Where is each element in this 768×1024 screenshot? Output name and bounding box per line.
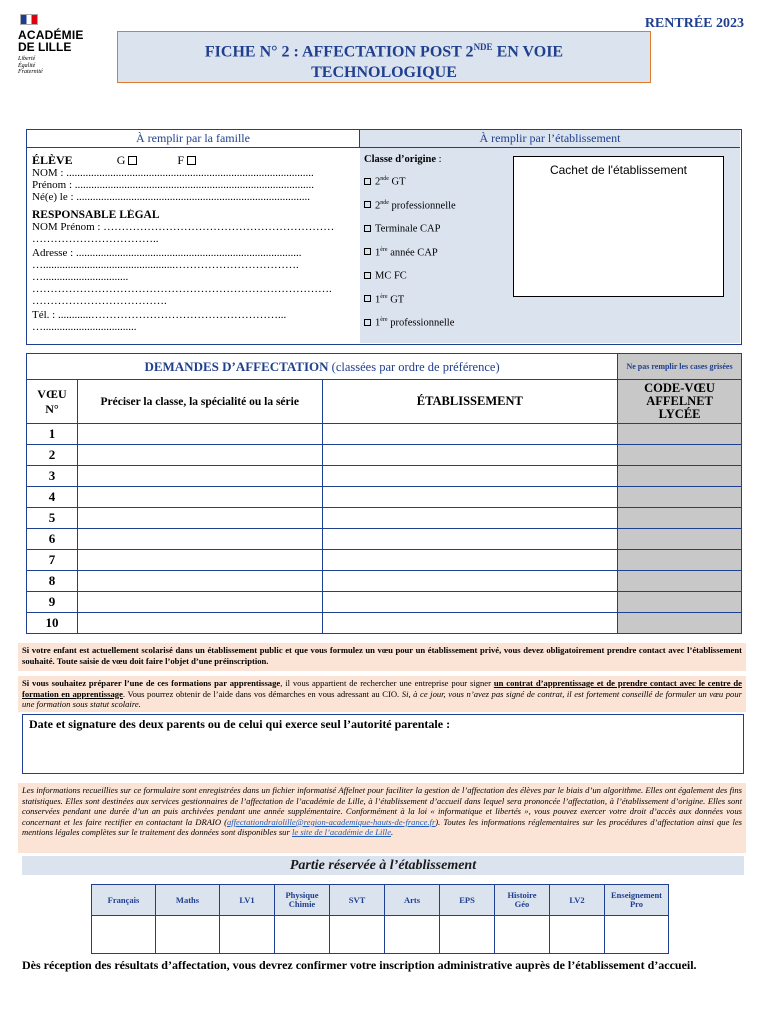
subject-label: Géo bbox=[514, 899, 530, 909]
classe-colon: : bbox=[436, 154, 442, 165]
origin-text: GT bbox=[388, 176, 406, 188]
grade-cell[interactable] bbox=[440, 916, 495, 954]
subject-header bbox=[440, 885, 495, 916]
voeu-number: 7 bbox=[27, 550, 78, 571]
origin-sup: ère bbox=[380, 317, 388, 323]
col-code-1: CODE-VŒU bbox=[644, 381, 715, 395]
origin-text: 2 bbox=[375, 176, 381, 188]
prive-note: Si votre enfant est actuellement scolarisé dans un établissement public et que vous formulez un vœu pour un établissement privé, vous devez obligatoirement prendre contact avec l’établissement souhaité. Toute saisie de vœu doit faire l’objet d’une préinscription. bbox=[18, 643, 746, 671]
voeu-etab-cell[interactable] bbox=[322, 508, 618, 529]
demandes-table bbox=[26, 353, 742, 634]
family-fields bbox=[32, 154, 357, 333]
grade-cell[interactable] bbox=[550, 916, 605, 954]
signature-label: Date et signature des deux parents ou de celui qui exerce seul l’autorité parentale : bbox=[29, 717, 451, 731]
grade-cell[interactable] bbox=[220, 916, 275, 954]
col-voeu-1: VŒU bbox=[37, 386, 67, 401]
origin-sup: ère bbox=[380, 293, 388, 300]
voeu-classe-cell[interactable] bbox=[77, 550, 322, 571]
col-code-3: LYCÉE bbox=[658, 407, 701, 421]
address-line-4: ………………………………………………………………………. bbox=[32, 283, 332, 295]
eleve-label: ÉLÈVE bbox=[32, 154, 73, 167]
address-line-5: ………………………………. bbox=[32, 295, 167, 307]
address-line-3: …............................... bbox=[32, 271, 129, 283]
grade-cell[interactable] bbox=[495, 916, 550, 954]
logo-line-2: DE LILLE bbox=[18, 40, 72, 54]
voeu-number: 10 bbox=[27, 613, 78, 634]
subject-label: Histoire bbox=[507, 890, 537, 900]
grade-cell[interactable] bbox=[275, 916, 330, 954]
classe-label: Classe d’origine bbox=[364, 154, 437, 165]
signature-box[interactable] bbox=[22, 714, 744, 774]
phone-cont: ….................................. bbox=[32, 321, 137, 333]
gender-g-checkbox[interactable] bbox=[128, 156, 137, 165]
voeu-row bbox=[27, 445, 742, 466]
origin-text: MC FC bbox=[375, 270, 407, 282]
rentree-label: RENTRÉE 2023 bbox=[644, 16, 744, 31]
responsable-name-field[interactable]: NOM Prénom : ……………………………………………………… bbox=[32, 221, 335, 233]
address-line-2: …................................................……………………………. bbox=[32, 259, 299, 271]
legal-text-2: ). Toutes les informations réglementaires sur les procédures d’affectation ainsi que les mentions légales complètes sur le traitement des données sont disponibles sur bbox=[22, 816, 742, 837]
voeu-row bbox=[27, 550, 742, 571]
grade-cell[interactable] bbox=[385, 916, 440, 954]
identity-section bbox=[26, 129, 742, 345]
col-voeu-2: N° bbox=[45, 401, 59, 416]
title-part-2: EN VOIE bbox=[492, 43, 564, 61]
subject-header bbox=[220, 885, 275, 916]
apprentissage-note bbox=[18, 676, 746, 712]
voeu-etab-cell[interactable] bbox=[322, 550, 618, 571]
demandes-title bbox=[27, 354, 618, 380]
motto-liberte: Liberté bbox=[18, 56, 36, 62]
voeu-number: 8 bbox=[27, 571, 78, 592]
origin-option[interactable] bbox=[364, 244, 456, 260]
origin-option[interactable] bbox=[364, 291, 456, 307]
origin-sup: nde bbox=[380, 199, 389, 206]
address-field[interactable]: Adresse : .................................................................................. bbox=[32, 247, 302, 259]
origin-text: année CAP bbox=[387, 247, 438, 258]
origin-text: professionnelle bbox=[388, 200, 456, 211]
phone-field[interactable]: Tél. : ............……………………………………………... bbox=[32, 309, 287, 321]
voeu-code-cell bbox=[618, 424, 742, 445]
etablissement-column bbox=[360, 130, 740, 343]
subject-label: LV2 bbox=[569, 894, 585, 905]
app-text-2: , il vous appartient de rechercher une entreprise pour signer bbox=[280, 678, 494, 688]
origin-option[interactable] bbox=[364, 197, 456, 213]
family-heading: À remplir par la famille bbox=[27, 130, 360, 148]
voeu-etab-cell[interactable] bbox=[322, 466, 618, 487]
origin-option[interactable] bbox=[364, 220, 456, 236]
origin-option[interactable] bbox=[364, 173, 456, 189]
voeu-number: 4 bbox=[27, 487, 78, 508]
prenom-field[interactable]: Prénom : ....................................................................................... bbox=[32, 179, 315, 191]
classe-origine-list bbox=[364, 154, 456, 330]
origin-checkbox[interactable] bbox=[364, 272, 371, 279]
subject-header bbox=[605, 885, 669, 916]
col-code-2: AFFELNET bbox=[646, 394, 713, 408]
subject-header bbox=[495, 885, 550, 916]
col-classe: Préciser la classe, la spécialité ou la série bbox=[77, 380, 322, 424]
voeu-number: 6 bbox=[27, 529, 78, 550]
voeu-classe-cell[interactable] bbox=[77, 613, 322, 634]
origin-text: 2 bbox=[375, 200, 381, 211]
origin-sup: nde bbox=[380, 176, 389, 182]
subject-header bbox=[92, 885, 156, 916]
origin-checkbox[interactable] bbox=[364, 319, 371, 326]
origin-checkbox[interactable] bbox=[364, 295, 371, 302]
demandes-title-bold: DEMANDES D’AFFECTATION bbox=[144, 358, 329, 374]
voeu-row bbox=[27, 424, 742, 445]
voeu-number: 1 bbox=[27, 424, 78, 445]
voeu-etab-cell[interactable] bbox=[322, 424, 618, 445]
subject-header bbox=[275, 885, 330, 916]
voeu-row bbox=[27, 613, 742, 634]
app-text-3: un contrat d’apprentissage et de prendre contact avec le centre de formation en apprentissage bbox=[22, 678, 743, 699]
origin-text: professionnelle bbox=[387, 317, 455, 329]
voeu-etab-cell[interactable] bbox=[322, 592, 618, 613]
origin-text: 1 bbox=[375, 294, 381, 305]
voeu-row bbox=[27, 466, 742, 487]
gender-g-label: G bbox=[116, 154, 126, 167]
col-etablissement: ÉTABLISSEMENT bbox=[322, 380, 618, 424]
origin-text: GT bbox=[387, 294, 405, 305]
voeu-etab-cell[interactable] bbox=[322, 487, 618, 508]
etablissement-heading: À remplir par l’établissement bbox=[360, 130, 740, 148]
voeu-code-cell bbox=[618, 550, 742, 571]
origin-checkbox[interactable] bbox=[364, 178, 371, 185]
subject-label: Arts bbox=[403, 894, 421, 905]
page-title bbox=[117, 31, 651, 83]
voeu-row bbox=[27, 592, 742, 613]
grade-cell[interactable] bbox=[330, 916, 385, 954]
responsable-label: RESPONSABLE LÉGAL bbox=[32, 209, 160, 221]
voeu-code-cell bbox=[618, 571, 742, 592]
grade-cell[interactable] bbox=[605, 916, 669, 954]
legal-text-3: . bbox=[391, 827, 394, 837]
voeu-etab-cell[interactable] bbox=[322, 529, 618, 550]
french-flag-icon bbox=[20, 14, 38, 25]
origin-text: 1 bbox=[375, 247, 381, 258]
voeu-number: 3 bbox=[27, 466, 78, 487]
birthdate-field[interactable]: Né(e) le : ..................................................................................... bbox=[32, 191, 311, 203]
nom-field[interactable]: NOM : .......................................................................................... bbox=[32, 167, 314, 179]
origin-text: 1 bbox=[375, 317, 381, 329]
draio-email-link[interactable]: affectationdraiolille@region-academique-hauts-de-france.fr bbox=[226, 816, 436, 827]
voeu-code-cell bbox=[618, 445, 742, 466]
logo-motto bbox=[18, 56, 98, 76]
voeu-row bbox=[27, 487, 742, 508]
motto-egalite: Égalité bbox=[18, 62, 36, 69]
subject-label: Pro bbox=[629, 899, 644, 909]
voeu-classe-cell[interactable] bbox=[77, 571, 322, 592]
subject-header bbox=[385, 885, 440, 916]
subject-header bbox=[550, 885, 605, 916]
subject-label: Français bbox=[107, 894, 140, 905]
subject-header bbox=[330, 885, 385, 916]
subjects-header-row bbox=[92, 885, 669, 916]
demandes-title-light: (classées par ordre de préférence) bbox=[328, 359, 500, 374]
voeu-number: 5 bbox=[27, 508, 78, 529]
confirmation-text: Dès réception des résultats d’affectation, vous devrez confirmer votre inscription administrative auprès de l’établissement d’accueil. bbox=[22, 958, 697, 972]
origin-option[interactable] bbox=[364, 314, 456, 330]
title-sup: NDE bbox=[473, 42, 493, 52]
voeu-number: 2 bbox=[27, 445, 78, 466]
voeu-classe-cell[interactable] bbox=[77, 529, 322, 550]
gender-f-checkbox[interactable] bbox=[187, 156, 196, 165]
subject-label: LV1 bbox=[239, 894, 255, 905]
subject-label: Chimie bbox=[288, 899, 316, 909]
origin-checkbox[interactable] bbox=[364, 248, 371, 255]
voeu-code-cell bbox=[618, 613, 742, 634]
classe-origine-label bbox=[364, 154, 456, 166]
origin-checkbox[interactable] bbox=[364, 201, 371, 208]
subject-label: EPS bbox=[459, 894, 475, 905]
voeu-classe-cell[interactable] bbox=[77, 445, 322, 466]
col-code-voeu bbox=[618, 380, 742, 424]
academie-logo bbox=[18, 14, 98, 84]
app-text-1: Si vous souhaitez préparer l’une de ces formations par apprentissage bbox=[22, 678, 281, 688]
grade-cell[interactable] bbox=[156, 916, 220, 954]
cachet-box[interactable]: Cachet de l'établissement bbox=[513, 156, 724, 297]
title-line-2: TECHNOLOGIQUE bbox=[311, 64, 457, 82]
voeu-code-cell bbox=[618, 487, 742, 508]
voeu-row bbox=[27, 508, 742, 529]
demandes-header-row bbox=[27, 380, 742, 424]
grade-cell[interactable] bbox=[92, 916, 156, 954]
voeu-classe-cell[interactable] bbox=[77, 487, 322, 508]
voeu-number: 9 bbox=[27, 592, 78, 613]
subject-header bbox=[156, 885, 220, 916]
origin-text: Terminale CAP bbox=[375, 223, 441, 235]
gender-f-label: F bbox=[177, 154, 185, 167]
voeu-classe-cell[interactable] bbox=[77, 424, 322, 445]
subject-label: Maths bbox=[175, 894, 200, 905]
subject-label: Physique bbox=[285, 890, 319, 900]
app-text-5: Si, à ce jour, vous n’avez pas signé de contrat, il est fortement conseillé de formuler un vœu pour une formation sous statut scolaire. bbox=[22, 688, 742, 709]
voeu-code-cell bbox=[618, 466, 742, 487]
origin-sup: ère bbox=[380, 246, 388, 253]
title-part-1: FICHE N° 2 : AFFECTATION POST 2 bbox=[204, 43, 474, 61]
logo-line-1: ACADÉMIE bbox=[18, 28, 84, 42]
subject-label: Enseignement bbox=[611, 890, 662, 900]
partie-reservee-heading: Partie réservée à l’établissement bbox=[22, 856, 744, 875]
subjects-table bbox=[91, 884, 669, 954]
col-voeu bbox=[27, 380, 78, 424]
subjects-grade-row bbox=[92, 916, 669, 954]
voeu-row bbox=[27, 529, 742, 550]
voeu-classe-cell[interactable] bbox=[77, 508, 322, 529]
grey-cells-note: Ne pas remplir les cases grisées bbox=[618, 354, 742, 380]
legal-text-1: Les informations recueillies sur ce formulaire sont enregistrées dans un fichier informatisé Affelnet pour faciliter la gestion de l’affectation des élèves par le biais d’un algorithme. Elles ont également des fins statistiques. Elles sont destinées aux services gestionnaires de l’affectation de l’académie de Lille, à l’établissement d’accueil dans lequel sera prononcée l’affectation, à l’établissement d’origine. Elles sont conservées pendant une durée d’un an puis archivées pendant une année supplémentaire. Conformément à la loi « informatique et libertés », vous pouvez exercer votre droit d’accès aux données vous concernant et les faire rectifier en contactant la DRAIO ( bbox=[22, 785, 742, 827]
voeu-row bbox=[27, 571, 742, 592]
voeu-classe-cell[interactable] bbox=[77, 592, 322, 613]
voeu-classe-cell[interactable] bbox=[77, 466, 322, 487]
origin-option[interactable] bbox=[364, 267, 456, 283]
motto-fraternite: Fraternité bbox=[18, 69, 43, 75]
academie-site-link[interactable]: le site de l’académie de Lille bbox=[291, 827, 392, 837]
demandes-title-row bbox=[27, 354, 742, 380]
voeu-etab-cell[interactable] bbox=[322, 613, 618, 634]
voeu-etab-cell[interactable] bbox=[322, 571, 618, 592]
responsable-name-cont: …………………………….. bbox=[32, 233, 159, 245]
origin-checkbox[interactable] bbox=[364, 225, 371, 232]
app-text-4: . Vous pourrez obtenir de l’aide dans vos démarches en vous adressant au CIO. bbox=[122, 688, 402, 699]
eleve-row bbox=[32, 154, 357, 167]
subject-label: SVT bbox=[348, 894, 366, 905]
legal-notice bbox=[18, 783, 746, 853]
voeu-code-cell bbox=[618, 529, 742, 550]
voeu-code-cell bbox=[618, 508, 742, 529]
voeu-etab-cell[interactable] bbox=[322, 445, 618, 466]
voeu-code-cell bbox=[618, 592, 742, 613]
